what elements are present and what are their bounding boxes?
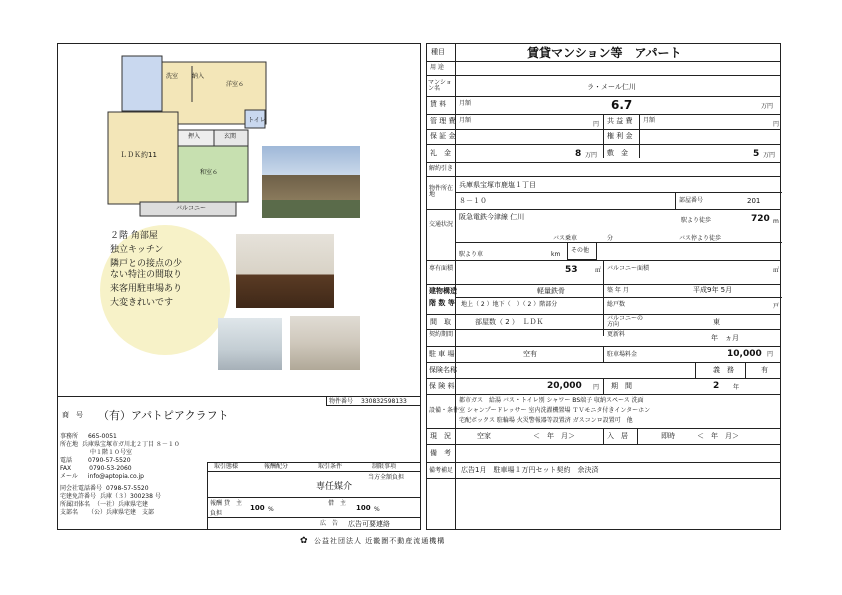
remarks2: 広告1月 駐車場１万円セット契約 余決済: [461, 466, 599, 474]
status: 空家: [477, 432, 491, 440]
detail-panel: [426, 43, 781, 530]
contract-label: 契約期間: [429, 331, 454, 338]
tel-label: 電話: [60, 457, 73, 464]
feature-item: 独立キッチン: [110, 245, 164, 255]
balcony-area-unit: ㎡: [773, 267, 780, 274]
deal-type: 専任媒介: [316, 482, 353, 492]
shikikin-value: 5: [753, 149, 760, 159]
movein: 即時: [661, 432, 675, 440]
status-date: ＜ 年 月＞: [533, 432, 575, 440]
deposit-label: 保 証 金: [430, 132, 456, 140]
status-label: 現 況: [430, 432, 451, 440]
bus-label: バス乗車: [553, 235, 578, 242]
room-photo: [236, 234, 334, 308]
common-note: 月額: [643, 117, 656, 124]
washroom-photo: [218, 318, 282, 370]
address-line2: 中１階１０号室: [90, 449, 133, 456]
floor-plan-drawing: [100, 52, 270, 220]
deal-header: 取引条件: [318, 463, 343, 470]
walk-label: 駅より徒歩: [681, 217, 712, 224]
shikikin-unit: 万円: [763, 152, 776, 159]
structure-label: 建物構造: [429, 287, 457, 295]
location-label: 物件所在地: [429, 185, 454, 198]
deduct-label: 解約引き: [429, 165, 454, 172]
mgmt-label: 管 理 費: [430, 117, 456, 125]
agent-fee: 当方全額負担: [368, 474, 405, 481]
parking-fee-label: 駐車場料金: [607, 351, 638, 358]
ad-value: 広告可要連絡: [348, 520, 390, 528]
deal-header: 取引態様: [214, 463, 239, 470]
address-label: 所在地: [60, 441, 79, 448]
mail: info@aptopia.co.jp: [87, 473, 144, 480]
location: 兵庫県宝塚市鹿塩１丁目: [459, 181, 536, 189]
storage-label: 納入: [192, 73, 205, 80]
washroom-label: 洗室: [166, 73, 179, 80]
type-label: 種目: [431, 48, 445, 56]
location-line2: ８－１０: [459, 197, 487, 205]
zip: 665-0051: [87, 433, 117, 440]
assoc-tel-label: 同会社電話番号: [60, 485, 103, 492]
reikin-unit: 万円: [585, 152, 598, 159]
property-number-box: [326, 396, 421, 406]
western-room-label: 洋室６: [226, 81, 245, 88]
units-label: 総戸数: [607, 301, 626, 308]
premium: 20,000: [547, 381, 582, 391]
structure: 軽量鉄骨: [537, 287, 565, 295]
fax-label: FAX: [60, 465, 72, 472]
built-label: 築 年 月: [607, 287, 629, 294]
walk-unit: m: [773, 218, 779, 225]
kitchen-photo: [290, 316, 360, 370]
common-unit: 円: [773, 121, 780, 128]
features-list: [110, 232, 240, 308]
fee-unit: %: [374, 506, 380, 513]
period-unit: 年: [733, 384, 740, 391]
name-label: マンション名: [428, 79, 452, 92]
assoc-tel: 0798-57-5520: [106, 485, 149, 492]
car-label: 駅より車: [459, 251, 484, 258]
company-label: 商 号: [62, 411, 83, 419]
feature-item: ２階 角部屋: [110, 231, 158, 241]
movein-date: ＜ 年 月＞: [697, 432, 739, 440]
license-label: 宅建免許番号: [60, 493, 97, 500]
layout-label: 間 取: [430, 318, 451, 326]
fee-unit: %: [268, 506, 274, 513]
balcony-area-label: バルコニー面積: [607, 265, 650, 272]
area-label: 専有面積: [429, 265, 454, 272]
insurance-label: 保険名称: [429, 366, 457, 374]
fee-pct: 100: [356, 504, 371, 512]
equipment-label: 設備・条件: [429, 407, 460, 414]
building-photo: [262, 146, 360, 218]
feature-item: ない特注の間取り: [110, 270, 183, 280]
common-label: 共 益 費: [607, 117, 633, 125]
km-unit: km: [551, 251, 561, 258]
renew-label: 更新料: [607, 331, 626, 338]
fax: 0790-53-2060: [89, 465, 132, 472]
movein-label: 入 居: [607, 432, 628, 440]
fee-label: 報酬: [210, 500, 223, 507]
reikin-value: 8: [575, 149, 582, 159]
mail-label: メール: [60, 473, 78, 480]
parking-fee-unit: 円: [767, 351, 774, 358]
group-label: 所属団体名: [60, 501, 91, 508]
equipment-line: 宅配ボックス 駐輪場 火災警報器等設置済 ガスコンロ設置可 他: [459, 417, 633, 424]
units-unit: 戸: [773, 303, 780, 310]
deal-header: 報酬配分: [264, 463, 289, 470]
deal-table: [207, 462, 421, 530]
ad-label: 広 告: [320, 520, 339, 527]
feature-item: 来客用駐車場あり: [110, 284, 183, 294]
premium-label: 保 険 料: [429, 382, 455, 390]
use-label: 用 途: [430, 64, 444, 71]
mgmt-unit: 円: [593, 121, 600, 128]
shikikin-label: 敷 金: [607, 149, 628, 157]
remarks-label: 備 考: [430, 449, 451, 457]
tel: 0790-57-5520: [88, 457, 131, 464]
area-unit: ㎡: [595, 267, 602, 274]
duty-label: 義 務: [713, 366, 734, 374]
property-number: 330832598133: [361, 398, 407, 405]
duty: 有: [761, 366, 768, 374]
room-number: 201: [747, 197, 761, 205]
branch: （公）兵庫県宅建 支部: [88, 509, 155, 516]
floors-label: 階 数 等: [429, 299, 455, 307]
equipment-line: 都市ガス 給湯 バス・トイレ別 シャワー BS端子 収納スペース 洗面: [459, 397, 644, 404]
office-label: 事務所: [60, 433, 79, 440]
japanese-room-label: 和室６: [200, 169, 219, 176]
entrance-label: 玄関: [224, 133, 237, 140]
area-value: 53: [565, 265, 578, 275]
mgmt-note: 月額: [459, 117, 472, 124]
organization-logo-icon: ✿: [300, 536, 308, 546]
feature-item: 隣戸との接点の少: [110, 259, 183, 269]
station: 阪急電鉄今津線 仁川: [459, 213, 525, 221]
rent-unit: 万円: [761, 103, 774, 110]
walk-distance: 720: [751, 214, 770, 224]
company-details: [60, 434, 210, 518]
ldk-label: ＬＤＫ約11: [120, 151, 157, 159]
floor-plan: [100, 52, 270, 220]
bus-unit: 分: [607, 235, 614, 242]
parking: 空有: [523, 350, 537, 358]
parking-fee: 10,000: [727, 349, 762, 359]
listing-title: 賃貸マンション等 アパート: [527, 46, 682, 60]
layout: 部屋数（ 2 ） ＬＤＫ: [475, 318, 544, 326]
period-label: 期 間: [611, 382, 632, 390]
parking-label: 駐 車 場: [429, 350, 455, 358]
room-number-label: 部屋番号: [679, 197, 704, 204]
branch-label: 支部名: [60, 509, 79, 516]
floors: 地上（ 2 ）地下（ ）（ 2 ）階部分: [461, 301, 558, 308]
key-money-label: 権 利 金: [607, 132, 633, 140]
rent-value: 6.7: [611, 98, 633, 112]
building-name: ラ・メール仁川: [587, 83, 636, 91]
group: （一社）兵庫県宅建: [94, 501, 149, 508]
reikin-label: 礼 金: [430, 149, 451, 157]
period: 2: [713, 381, 720, 391]
company-name: （有）アパトピアクラフト: [98, 409, 229, 422]
rent-note: 月額: [459, 100, 472, 107]
balcony-dir: 東: [713, 318, 720, 326]
equipment-line: 室 シャンプードレッサー 室内洗濯機置場 ＴＶモニタ付きインターホン: [459, 407, 651, 414]
organization-name: 公益社団法人 近畿圏不動産流通機構: [314, 537, 446, 545]
property-number-label: 物件番号: [329, 398, 354, 405]
toilet-label: トイレ: [248, 117, 266, 124]
built: 平成9年 5月: [693, 286, 733, 294]
other-label: その他: [571, 247, 590, 254]
feature-item: 大変きれいです: [110, 298, 174, 308]
closet-label: 押入: [188, 133, 201, 140]
premium-unit: 円: [593, 384, 600, 391]
balcony-label: バルコニー: [176, 205, 207, 212]
deal-header: 制限事項: [372, 463, 397, 470]
remarks2-label: 備考補足: [429, 467, 454, 474]
fee-sub: 借 主: [328, 500, 347, 507]
fee-label: 負担: [210, 510, 223, 517]
company-divider: [57, 396, 326, 397]
bus-walk-label: バス停より徒歩: [679, 235, 722, 242]
traffic-label: 交通状況: [429, 221, 454, 228]
fee-sub: 貸 主: [224, 500, 243, 507]
balcony-dir-label: バルコニーの方向: [607, 315, 644, 328]
fee-pct: 100: [250, 504, 265, 512]
license: 兵庫（３）300238 号: [100, 493, 161, 500]
contract-period: 年 ヵ月: [711, 334, 739, 342]
address: 兵庫県宝塚市ガ川北２丁目 ８－１０: [81, 441, 180, 448]
rent-label: 賃 料: [430, 100, 447, 108]
